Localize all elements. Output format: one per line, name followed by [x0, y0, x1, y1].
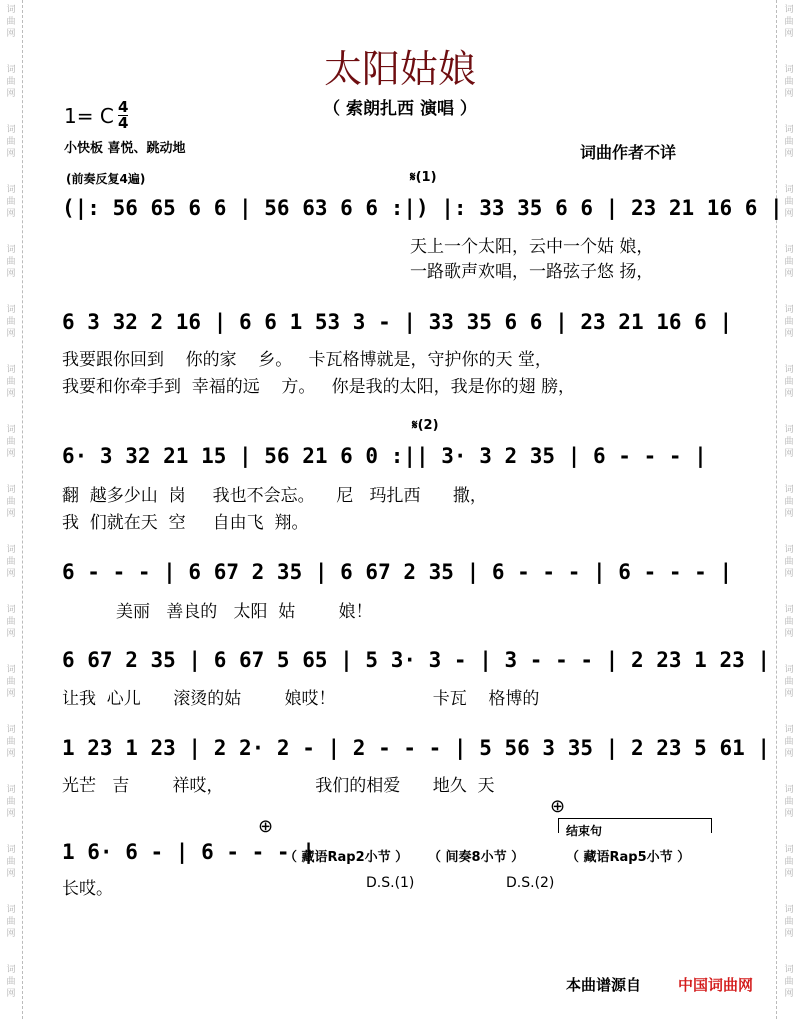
lyrics-line-4: 美丽 善良的 太阳 姑 娘！	[62, 602, 373, 622]
watermark-text: 词 曲 网	[6, 425, 16, 459]
time-signature	[118, 100, 128, 131]
lyrics-line-1a: 天上一个太阳，云中一个姑 娘，	[410, 237, 654, 257]
meter-bottom: 4	[118, 114, 129, 132]
tempo-marking: 小快板 喜悦、跳动地	[64, 141, 186, 156]
watermark-text: 词 曲 网	[784, 185, 794, 219]
key-signature: 1= C	[64, 104, 114, 128]
watermark-text: 词 曲 网	[784, 845, 794, 879]
lyrics-line-1b: 一路歌声欢唱，一路弦子悠 扬，	[410, 262, 654, 282]
watermark-text: 词 曲 网	[784, 305, 794, 339]
watermark-text: 词 曲 网	[784, 65, 794, 99]
lyrics-line-3a: 翻 越多少山 岗 我也不会忘。 尼 玛扎西 撒，	[62, 486, 487, 506]
footer-site-link[interactable]: 中国词曲网	[678, 976, 754, 994]
watermark-text: 词 曲 网	[6, 365, 16, 399]
footer-source-label: 本曲谱源自	[566, 976, 642, 994]
lyrics-line-2a: 我要跟你回到 你的家 乡。 卡瓦格博就是，守护你的天 堂，	[62, 350, 552, 370]
segno-2: 𝄋(2)	[412, 418, 439, 433]
watermark-text: 词 曲 网	[784, 5, 794, 39]
section-tibetan-rap-2: （ 藏语Rap2小节 ）	[284, 850, 409, 865]
watermark-text: 词 曲 网	[6, 965, 16, 999]
watermark-text: 词 曲 网	[784, 125, 794, 159]
meter-top: 4	[118, 98, 129, 116]
watermark-text: 词 曲 网	[784, 365, 794, 399]
watermark-text: 词 曲 网	[6, 905, 16, 939]
watermark-text: 词 曲 网	[784, 785, 794, 819]
watermark-text: 词 曲 网	[6, 305, 16, 339]
watermark-text: 词 曲 网	[6, 485, 16, 519]
dal-segno-2: D.S.(2)	[506, 875, 555, 891]
watermark-text: 词 曲 网	[6, 245, 16, 279]
segno-1: 𝄋(1)	[410, 170, 437, 185]
watermark-text: 词 曲 网	[784, 905, 794, 939]
watermark-text: 词 曲 网	[784, 545, 794, 579]
ending-label: 结束句	[566, 824, 603, 838]
section-tibetan-rap-5: （ 藏语Rap5小节 ）	[566, 850, 691, 865]
watermark-text: 词 曲 网	[784, 245, 794, 279]
notation-line-6: 1 23 1 23 | 2 2· 2 - | 2 - - - | 5 56 3 35 | 2 23 5 61 |	[62, 736, 771, 760]
watermark-text: 词 曲 网	[784, 665, 794, 699]
song-title: 太阳姑娘	[323, 47, 476, 91]
lyrics-line-3b: 我 们就在天 空 自由飞 翔。	[62, 513, 309, 533]
notation-line-7: 1 6· 6 - | 6 - - - |	[62, 840, 315, 864]
notation-line-5: 6 67 2 35 | 6 67 5 65 | 5 3· 3 - | 3 - - - | 2 23 1 23 |	[62, 648, 771, 672]
prelude-note: (前奏反复4遍)	[66, 172, 146, 186]
authors-note: 词曲作者不详	[580, 143, 677, 162]
watermark-text: 词 曲 网	[784, 425, 794, 459]
lyrics-line-7: 长哎。	[62, 879, 113, 899]
watermark-text: 词 曲 网	[6, 65, 16, 99]
section-interlude-8: （ 间奏8小节 ）	[428, 850, 525, 865]
coda-symbol-2: ⊕	[550, 796, 566, 817]
lyrics-line-2b: 我要和你牵手到 幸福的远 方。 你是我的太阳，我是你的翅 膀，	[62, 377, 576, 397]
notation-line-4: 6 - - - | 6 67 2 35 | 6 67 2 35 | 6 - - - | 6 - - - |	[62, 560, 733, 584]
dal-segno-1: D.S.(1)	[366, 875, 415, 891]
right-page-edge	[776, 0, 778, 1019]
watermark-text: 词 曲 网	[6, 845, 16, 879]
lyrics-line-6: 光芒 吉 祥哎， 我们的相爱 地久 天	[62, 776, 495, 796]
watermark-text: 词 曲 网	[6, 785, 16, 819]
left-page-edge	[22, 0, 24, 1019]
watermark-text: 词 曲 网	[784, 485, 794, 519]
notation-line-1: (|: 56 65 6 6 | 56 63 6 6 :|) |: 33 35 6 6 | 23 21 16 6 |	[62, 196, 783, 220]
performer-line: （ 索朗扎西 演唱 ）	[323, 99, 477, 119]
watermark-text: 词 曲 网	[784, 725, 794, 759]
notation-line-2: 6 3 32 2 16 | 6 6 1 53 3 - | 33 35 6 6 | 23 21 16 6 |	[62, 310, 733, 334]
watermark-text: 词 曲 网	[784, 965, 794, 999]
watermark-text: 词 曲 网	[6, 185, 16, 219]
watermark-text: 词 曲 网	[6, 605, 16, 639]
lyrics-line-5: 让我 心儿 滚烫的姑 娘哎！ 卡瓦 格博的	[62, 689, 540, 709]
watermark-text: 词 曲 网	[6, 125, 16, 159]
coda-symbol-1: ⊕	[258, 816, 274, 837]
watermark-text: 词 曲 网	[6, 665, 16, 699]
watermark-text: 词 曲 网	[784, 605, 794, 639]
notation-line-3: 6· 3 32 21 15 | 56 21 6 0 :|| 3· 3 2 35 | 6 - - - |	[62, 444, 707, 468]
watermark-text: 词 曲 网	[6, 725, 16, 759]
watermark-text: 词 曲 网	[6, 545, 16, 579]
watermark-text: 词 曲 网	[6, 5, 16, 39]
